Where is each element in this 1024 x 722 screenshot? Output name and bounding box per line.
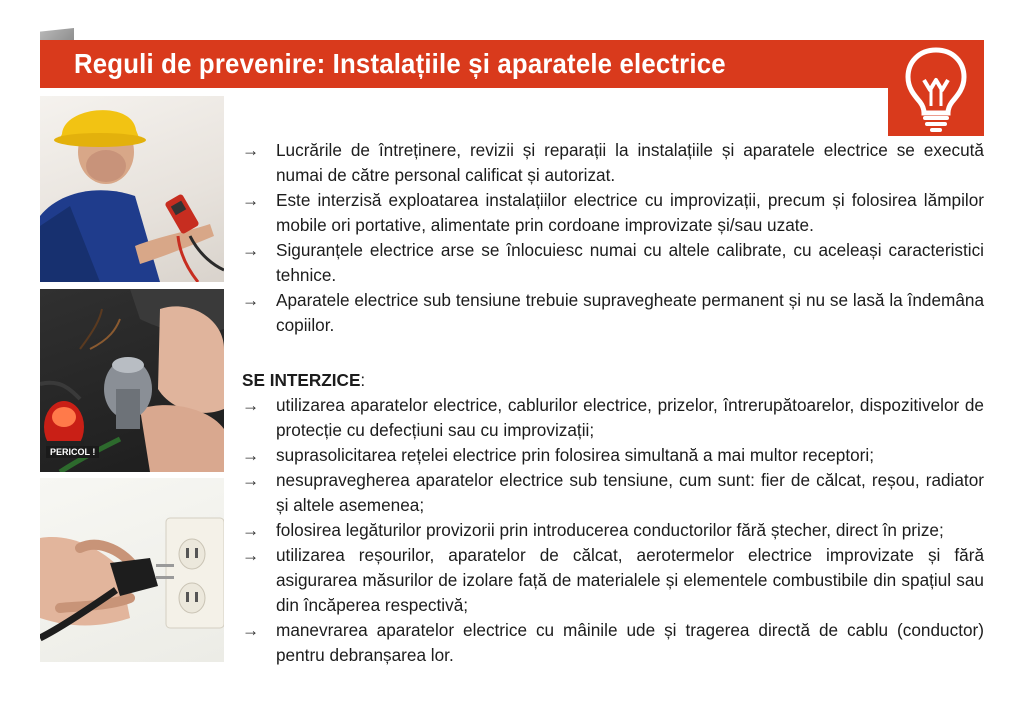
rule-item: [242, 138, 984, 188]
arrow-bullet-icon: →: [242, 620, 260, 640]
photo-outlet: [40, 478, 224, 662]
prohibited-text: nesupravegherea aparatelor electrice sub tensiune, cum sunt: fier de călcat, reșou, radiator și altele asemenea;: [276, 470, 984, 515]
prohibited-text: suprasolicitarea rețelei electrice prin folosirea simultană a mai multor receptori;: [276, 445, 874, 465]
arrow-bullet-icon: →: [242, 545, 260, 565]
prohibited-text: utilizarea aparatelor electrice, cablurilor electrice, prizelor, întrerupătoarelor, dispozitivelor de protecție cu defecțiuni sau cu improvizații;: [276, 395, 984, 440]
rule-item: [242, 188, 984, 238]
arrow-bullet-icon: →: [242, 470, 260, 490]
title-banner: [40, 40, 984, 88]
lightbulb-icon: [902, 46, 970, 132]
arrow-bullet-icon: →: [242, 240, 260, 260]
rule-text: Este interzisă exploatarea instalațiilor electrice cu improvizații, precum și folosirea lămpilor mobile ori portative, alimentate prin cordoane improvizate și/sau uzate.: [276, 190, 984, 235]
prohibited-item: [242, 443, 984, 468]
prohibited-text: utilizarea reșourilor, aparatelor de călcat, aerotermelor electrice improvizate și fără asigurarea măsurilor de izolare față de materialele și elementele combustibile din spațiul sau din încăperea respectivă;: [276, 545, 984, 615]
arrow-bullet-icon: →: [242, 140, 260, 160]
prohibited-text: manevrarea aparatelor electrice cu mâinile ude și tragerea directă de cablu (conductor) pentru debranșarea lor.: [276, 620, 984, 665]
arrow-bullet-icon: →: [242, 520, 260, 540]
prohibited-colon: :: [360, 370, 366, 390]
page-title: Reguli de prevenire: Instalațiile și aparatele electrice: [74, 48, 726, 79]
photo-damaged-plug: [40, 289, 224, 472]
rules-content: [242, 138, 984, 668]
header-tab-corner: [40, 28, 74, 40]
rule-item: [242, 238, 984, 288]
danger-label: PERICOL !: [46, 446, 99, 458]
arrow-bullet-icon: →: [242, 395, 260, 415]
prohibited-item: [242, 393, 984, 443]
rule-item: [242, 288, 984, 338]
photo-electrician: [40, 96, 224, 282]
arrow-bullet-icon: →: [242, 445, 260, 465]
prohibited-title: SE INTERZICE: [242, 370, 361, 390]
rule-text: Lucrările de întreținere, revizii și reparații la instalațiile și aparatele electrice se execută numai de către personal calificat și autorizat.: [276, 140, 984, 185]
rule-text: Siguranțele electrice arse se înlocuiesc numai cu altele calibrate, cu aceleași caracteristici tehnice.: [276, 240, 984, 285]
prohibited-item: [242, 618, 984, 668]
prohibited-item: [242, 518, 984, 543]
prohibited-heading: [242, 368, 984, 393]
prohibited-text: folosirea legăturilor provizorii prin introducerea conductorilor fără ștecher, direct în prize;: [276, 520, 944, 540]
prohibited-item: [242, 468, 984, 518]
arrow-bullet-icon: →: [242, 190, 260, 210]
arrow-bullet-icon: →: [242, 290, 260, 310]
lightbulb-badge: [888, 40, 984, 136]
prohibited-item: [242, 543, 984, 618]
rule-text: Aparatele electrice sub tensiune trebuie supravegheate permanent și nu se lasă la îndemâna copiilor.: [276, 290, 984, 335]
